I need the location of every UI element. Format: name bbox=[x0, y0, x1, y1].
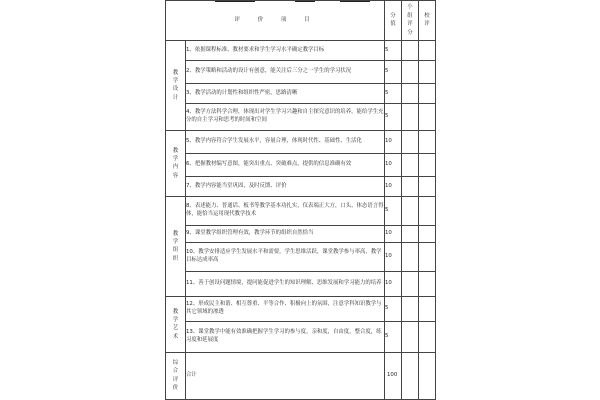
criterion-text: 13、课堂教学中能有效准确把握学生学习的参与度，亲和度，自由度，整合度，练习度和延展度 bbox=[186, 322, 385, 353]
school-score-cell[interactable] bbox=[419, 322, 436, 353]
criterion-text: 6、把握教材编写意图，能突出重点、突破难点，提供的信息准确有效 bbox=[186, 154, 385, 177]
school-score-cell[interactable] bbox=[419, 177, 436, 197]
header-row bbox=[166, 1, 436, 41]
total-score: 100 bbox=[385, 353, 402, 400]
criterion-text: 4、教学方法科学合理，体现出对学生学习兴趣和自主探究意识的培养，能给学生充分的自主学习和思考的时间和空间 bbox=[186, 104, 385, 131]
group-score-cell[interactable] bbox=[402, 41, 419, 61]
group-score-cell[interactable] bbox=[402, 353, 419, 400]
group-score-cell[interactable] bbox=[402, 131, 419, 154]
criterion-score: 5 bbox=[385, 297, 402, 322]
school-score-cell[interactable] bbox=[419, 197, 436, 226]
criterion-score: 5 bbox=[385, 322, 402, 353]
criterion-row bbox=[166, 297, 436, 322]
criterion-text: 7、教学内容能当堂巩固，及时反馈、评价 bbox=[186, 177, 385, 197]
total-row bbox=[166, 353, 436, 400]
group-score-cell[interactable] bbox=[402, 84, 419, 104]
criterion-score: 10 bbox=[385, 272, 402, 297]
category-label: 教学艺术 bbox=[166, 297, 186, 353]
group-score-cell[interactable] bbox=[402, 322, 419, 353]
criterion-row bbox=[166, 197, 436, 226]
school-score-cell[interactable] bbox=[419, 154, 436, 177]
criterion-score: 10 bbox=[385, 177, 402, 197]
school-score-cell[interactable] bbox=[419, 272, 436, 297]
criterion-row bbox=[166, 272, 436, 297]
group-score-cell[interactable] bbox=[402, 177, 419, 197]
school-score-cell[interactable] bbox=[419, 243, 436, 272]
criterion-score: 5 bbox=[385, 61, 402, 84]
group-score-cell[interactable] bbox=[402, 197, 419, 226]
criterion-score: 5 bbox=[385, 84, 402, 104]
school-score-cell[interactable] bbox=[419, 84, 436, 104]
school-score-cell[interactable] bbox=[419, 131, 436, 154]
category-label: 教学设计 bbox=[166, 41, 186, 131]
total-category-label: 综合评价 bbox=[166, 353, 186, 400]
criterion-row bbox=[166, 177, 436, 197]
header-title: 评 价 项 目 bbox=[166, 1, 385, 41]
group-score-cell[interactable] bbox=[402, 297, 419, 322]
criterion-text: 12、形成民主和谐、相互尊重、平等合作、积极向上的氛围，注意学科知识教学与其它领域的渗透 bbox=[186, 297, 385, 322]
group-score-cell[interactable] bbox=[402, 61, 419, 84]
header-group-score: 小组评分 bbox=[402, 1, 419, 41]
total-label: 合计 bbox=[186, 353, 385, 400]
school-score-cell[interactable] bbox=[419, 104, 436, 131]
group-score-cell[interactable] bbox=[402, 154, 419, 177]
school-score-cell[interactable] bbox=[419, 353, 436, 400]
group-score-cell[interactable] bbox=[402, 226, 419, 243]
criterion-row bbox=[166, 154, 436, 177]
criterion-score: 5 bbox=[385, 41, 402, 61]
criterion-text: 2、教学策略和活动的设计有创意，能关注后三分之一学生的学习状况 bbox=[186, 61, 385, 84]
group-score-cell[interactable] bbox=[402, 104, 419, 131]
criterion-score: 5 bbox=[385, 197, 402, 226]
school-score-cell[interactable] bbox=[419, 41, 436, 61]
school-score-cell[interactable] bbox=[419, 61, 436, 84]
criterion-score: 10 bbox=[385, 131, 402, 154]
group-score-cell[interactable] bbox=[402, 272, 419, 297]
criterion-row bbox=[166, 104, 436, 131]
criterion-text: 10、教学安排适应学生发展水平和需要，学生思维活跃，课堂教学参与率高，教学目标达成率高 bbox=[186, 243, 385, 272]
group-score-cell[interactable] bbox=[402, 243, 419, 272]
criterion-row bbox=[166, 84, 436, 104]
header-score: 分值 bbox=[385, 1, 402, 41]
category-label: 教学组织 bbox=[166, 197, 186, 297]
criterion-text: 1、依据课程标准、教材要求和学生学习水平确定教学目标 bbox=[186, 41, 385, 61]
criterion-row bbox=[166, 226, 436, 243]
evaluation-table bbox=[165, 0, 436, 400]
school-score-cell[interactable] bbox=[419, 297, 436, 322]
criterion-row bbox=[166, 243, 436, 272]
criterion-text: 5、教学内容符合学生发展水平，容量合理，体现时代性、基础性、生活化 bbox=[186, 131, 385, 154]
criterion-text: 3、教学活动的计划性和组织性严密，思路清晰 bbox=[186, 84, 385, 104]
criterion-score: 10 bbox=[385, 154, 402, 177]
header-school-score: 校评 bbox=[419, 1, 436, 41]
criterion-text: 9、课堂教学组织管理有效，教学环节的组织自然恰当 bbox=[186, 226, 385, 243]
criterion-text: 11、善于创设问题情境，提问能促进学生的知识理解、思维发展和学习能力的培养 bbox=[186, 272, 385, 297]
criterion-score: 10 bbox=[385, 243, 402, 272]
criterion-row bbox=[166, 41, 436, 61]
criterion-score: 10 bbox=[385, 226, 402, 243]
category-label: 教学内容 bbox=[166, 131, 186, 197]
criterion-text: 8、表述能力、普通话、板书等教学基本功扎实，仪表端正大方，口头、体态语言得体，能恰当运用现代教学技术 bbox=[186, 197, 385, 226]
criterion-row bbox=[166, 61, 436, 84]
criterion-score: 5 bbox=[385, 104, 402, 131]
criterion-row bbox=[166, 322, 436, 353]
school-score-cell[interactable] bbox=[419, 226, 436, 243]
criterion-row bbox=[166, 131, 436, 154]
